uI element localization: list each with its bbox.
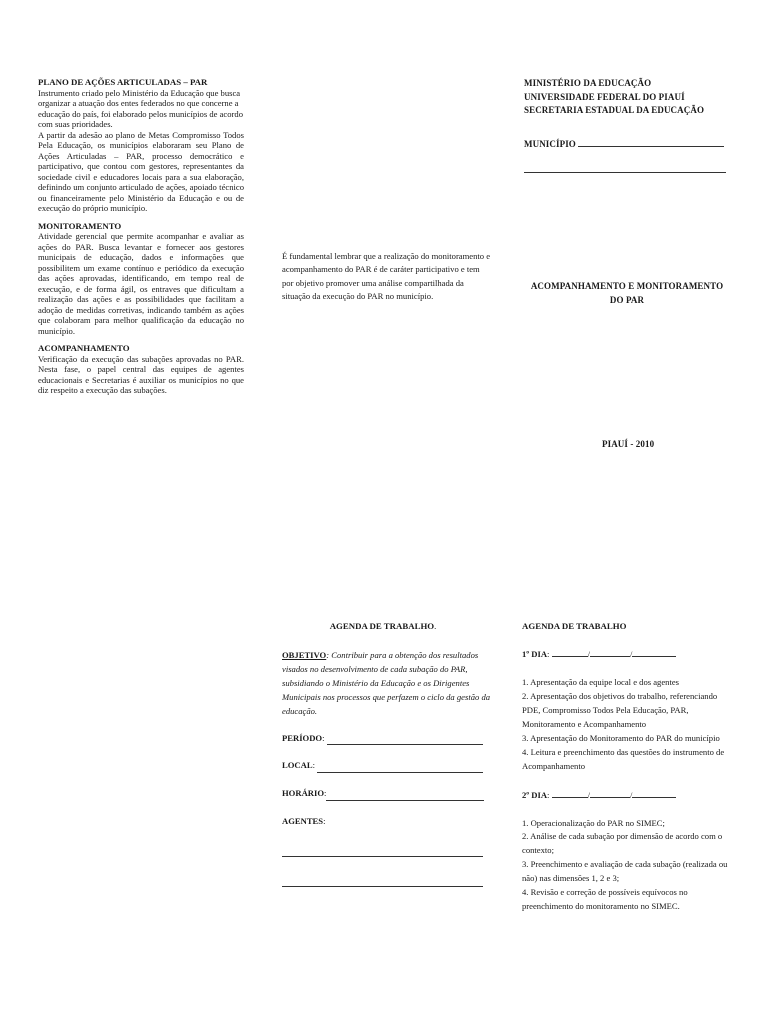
- agenda-left-column: [282, 619, 492, 887]
- agenda-left-title-suffix: .: [434, 621, 437, 631]
- day1-label: 1º DIA: [522, 649, 548, 660]
- agenda-right-column: [522, 619, 732, 914]
- agentes-label: AGENTES: [282, 816, 324, 827]
- day2-day-field[interactable]: [552, 788, 588, 798]
- day2-item-2: 2. Análise de cada subação por dimensão de acordo com o contexto;: [522, 831, 723, 856]
- monitoramento-title: MONITORAMENTO: [38, 220, 122, 231]
- agenda-left-title-row: [282, 619, 484, 634]
- objetivo-label: OBJETIVO: [282, 649, 327, 660]
- day2-item-4: 4. Revisão e correção de possíveis equívocos no preenchimento do monitoramento no SIMEC.: [522, 887, 688, 912]
- day1-item-3: 3. Apresentação do Monitoramento do PAR do município: [522, 732, 720, 743]
- acompanhamento-paragraph: Verificação da execução das subações aprovadas no PAR. Nesta fase, o papel central das equipes de agentes educacionais e Secretarias é auxiliar os municípios no que diz respeito a execução das subações.: [38, 353, 244, 396]
- header-secretaria: SECRETARIA ESTADUAL DA EDUCAÇÃO: [524, 105, 705, 115]
- agentes-field-1[interactable]: [282, 855, 483, 857]
- municipio-field[interactable]: [578, 137, 724, 147]
- day1-year-field[interactable]: [632, 647, 676, 657]
- local-field[interactable]: [317, 763, 483, 773]
- main-title-line-1: ACOMPANHAMENTO E MONITORAMENTO: [530, 281, 724, 291]
- day1-day-field[interactable]: [552, 647, 588, 657]
- day2-year-field[interactable]: [632, 788, 676, 798]
- objetivo-paragraph: [282, 649, 492, 719]
- municipio-row: [524, 137, 730, 152]
- header-ministerio: MINISTÉRIO DA EDUCAÇÃO: [524, 78, 652, 88]
- horario-row: HORÁRIO :: [282, 787, 492, 801]
- municipio-field-line-2[interactable]: [524, 172, 726, 173]
- header-universidade: UNIVERSIDADE FEDERAL DO PIAUÍ: [524, 91, 685, 102]
- objetivo-text: : Contribuir para a obtenção dos resultados visados no desenvolvimento de cada subação do PAR, subsidiando o Ministério da Educação e os Dirigentes Municipais nos processos que perfazem o ciclo da gestão da educação.: [282, 649, 491, 716]
- monitoramento-paragraph: Atividade gerencial que permite acompanhar e avaliar as ações do PAR. Busca levantar e fornecer aos gestores municipais de educação, dados e informações que possibilitem um exame contínuo e periódico da execução das ações aprovadas, identificando, em tempo real de execução, e de forma ágil, os entraves que dificultam a realização das ações e as possibilidades que facilitam a adoção de medidas corretivas, indicando também as ações que colaboram para melhor qualificação da educação no município.: [38, 231, 244, 336]
- middle-column: [282, 250, 492, 303]
- day1-row: 1º DIA: / /: [522, 647, 732, 662]
- agenda-right-title: AGENDA DE TRABALHO: [522, 621, 627, 631]
- day2-month-field[interactable]: [590, 788, 630, 798]
- par-title: PLANO DE AÇÕES ARTICULADAS – PAR: [38, 77, 208, 87]
- day1-list: [522, 676, 732, 773]
- agenda-left-title: AGENDA DE TRABALHO: [329, 621, 435, 631]
- local-label: LOCAL: [282, 760, 313, 771]
- day1-item-2: 2. Apresentação dos objetivos do trabalho, referenciando PDE, Compromisso Todos Pela Educação, PAR, Monitoramento e Acompanhamento: [522, 691, 718, 729]
- local-row: LOCAL :: [282, 759, 492, 773]
- day2-label: 2º DIA: [522, 789, 548, 800]
- acompanhamento-title: ACOMPANHAMENTO: [38, 343, 130, 354]
- day1-item-1: 1. Apresentação da equipe local e dos agentes: [522, 677, 680, 688]
- middle-paragraph: É fundamental lembrar que a realização do monitoramento e acompanhamento do PAR é de caráter participativo e tem por objetivo promover uma análise compartilhada da situação da execução do PAR no município.: [282, 251, 491, 301]
- periodo-row: PERÍODO :: [282, 732, 492, 746]
- agentes-field-2[interactable]: [282, 885, 483, 887]
- day2-list: [522, 817, 732, 914]
- horario-field[interactable]: [326, 791, 484, 801]
- day1-item-4: 4. Leitura e preenchimento das questões do instrumento de Acompanhamento: [522, 746, 725, 771]
- day2-item-1: 1. Operacionalização do PAR no SIMEC;: [522, 817, 665, 828]
- day2-item-3: 3. Preenchimento e avaliação de cada subação (realizada ou não) nas dimensões 1, 2 e 3;: [522, 859, 728, 884]
- par-paragraph-2: A partir da adesão ao plano de Metas Compromisso Todos Pela Educação, os municípios elaboraram seu Plano de Ações Articuladas – PAR, processo democrático e participativo, que contou com gestores, representantes da sociedade civil e educadores locais para a sua elaboração, definindo um conjunto articulado de ações, apoiado técnico ou financeiramente pelo Ministério da Educação e ou de execução do próprio município.: [38, 129, 244, 214]
- left-column: [38, 77, 244, 396]
- day1-month-field[interactable]: [590, 647, 630, 657]
- day2-row: 2º DIA: / /: [522, 788, 732, 803]
- periodo-field[interactable]: [327, 735, 483, 745]
- main-title: [524, 280, 730, 307]
- horario-label: HORÁRIO: [282, 788, 325, 799]
- periodo-label: PERÍODO: [282, 732, 323, 743]
- par-paragraph-1: Instrumento criado pelo Ministério da Educação que busca organizar a atuação dos entes federados no que concerne a educação do país, foi elaborado pelos municípios de acordo com suas prioridades.: [38, 87, 243, 130]
- cover-column: [524, 77, 730, 449]
- main-title-line-2: DO PAR: [609, 294, 645, 305]
- agentes-row: AGENTES:: [282, 816, 326, 827]
- municipio-label: MUNICÍPIO: [524, 138, 576, 149]
- place-year: PIAUÍ - 2010: [602, 439, 655, 449]
